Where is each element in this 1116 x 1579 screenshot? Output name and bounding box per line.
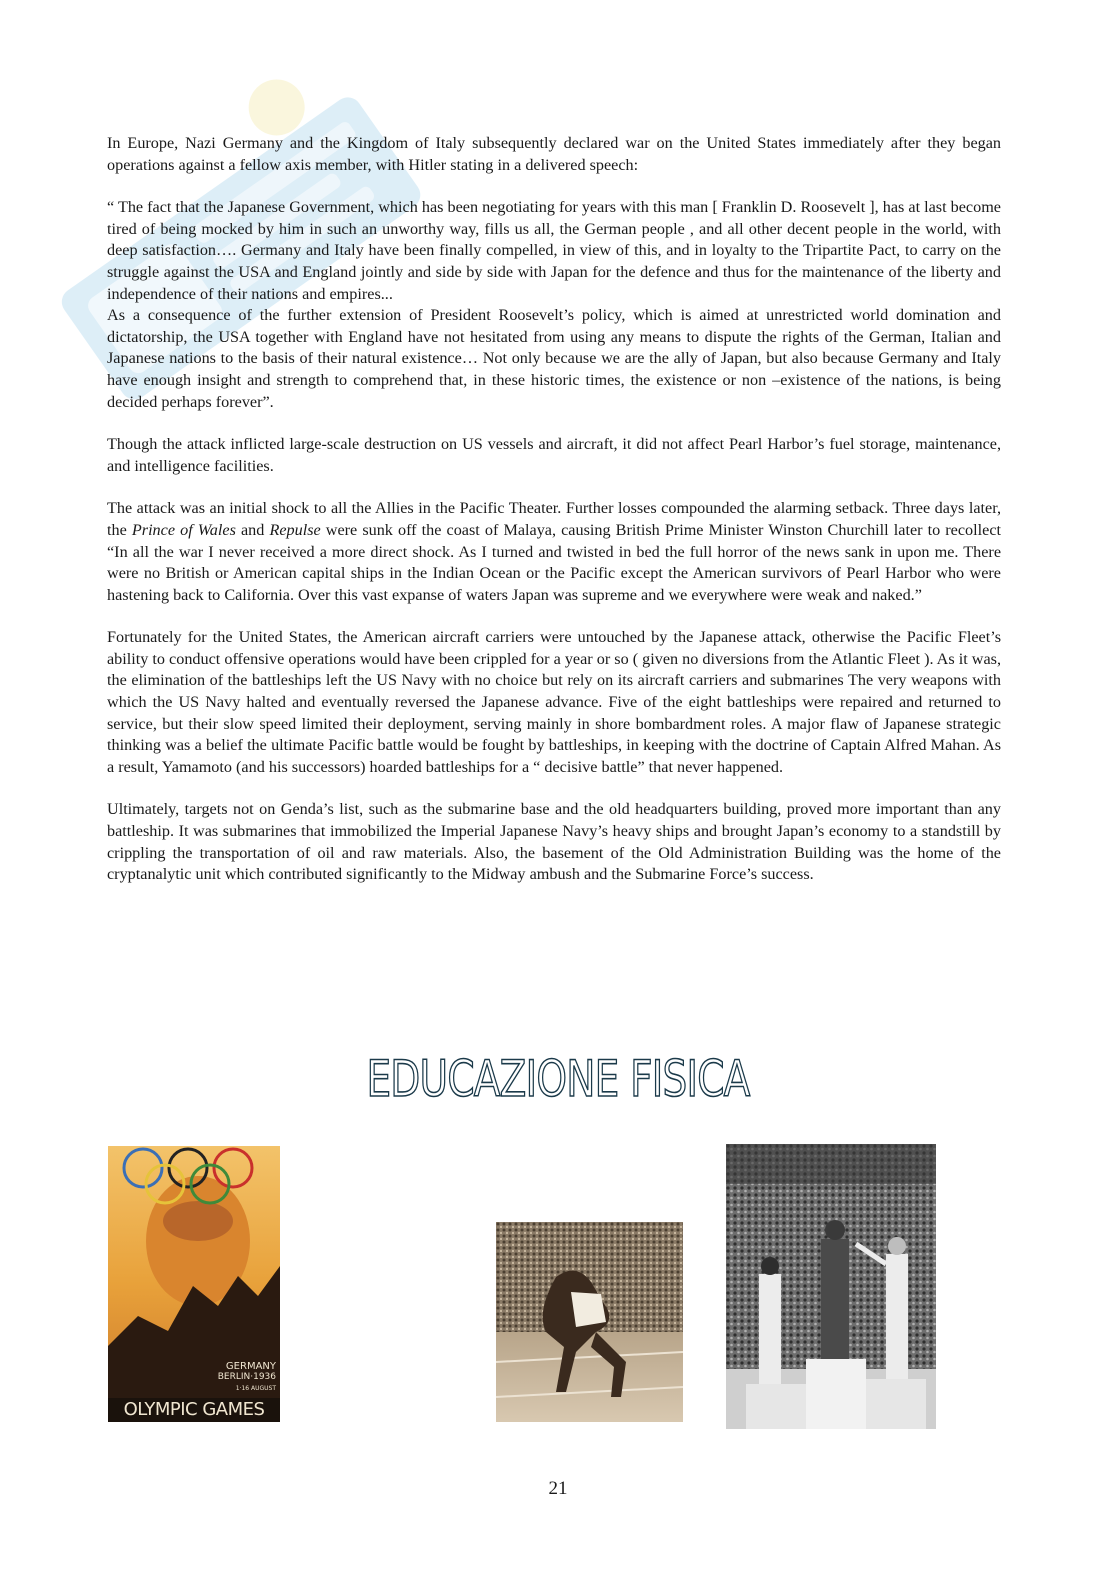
poster-dates: 1·16 AUGUST: [235, 1385, 276, 1392]
poster-country: GERMANY: [225, 1361, 276, 1372]
ship-name-repulse: Repulse: [269, 520, 321, 539]
sprinter-photo: [496, 1222, 683, 1422]
paragraph-damage: Though the attack inflicted large-scale destruction on US vessels and aircraft, it did not affect Pearl Harbor’s fuel storage, maintenance, and intelligence facilities.: [107, 435, 1001, 475]
olympic-poster-image: [108, 1146, 280, 1422]
quote-speech-part1: “ The fact that the Japanese Government, which has been negotiating for years with this man [ Franklin D. Roosevelt ], has at last become tired of being mocked by him in such an unworthy way, fills us all, the German people , and all other decent people in the world, with deep satisfaction…. Germany and Italy have been finally compelled, in view of this, and in loyalty to the Tripartite Pact, to carry on the struggle against the USA and England jointly and side by side with Japan for the defence and thus for the maintenance of the liberty and independence of their nations and empires...: [107, 198, 1001, 303]
poster-city-year: BERLIN·1936: [217, 1372, 276, 1382]
paragraph-churchill: [107, 498, 1001, 606]
podium-photo: [726, 1144, 936, 1429]
paragraph-carriers: Fortunately for the United States, the American aircraft carriers were untouched by the Japanese attack, otherwise the Pacific Fleet’s ability to conduct offensive operations would have been crippled for a year or so ( given no diversions from the Atlantic Fleet ). As it was, the elimination of the battleships left the US Navy with no choice but rely on its aircraft carriers and submarines The very weapons with which the US Navy halted and eventually reversed the Japanese advance. Five of the eight battleships were repaired and returned to service, but their slow speed limited their deployment, serving mainly in shore bombardment roles. A major flaw of Japanese strategic thinking was a belief the ultimate Pacific battle would be fought by battleships, in keeping with the doctrine of Captain Alfred Mahan. As a result, Yamamoto (and his successors) hoarded battleships for a “ decisive battle” that never happened.: [107, 628, 1001, 776]
churchill-text-and: and: [235, 520, 270, 539]
paragraph-submarines: Ultimately, targets not on Genda’s list, such as the submarine base and the old headquarters building, proved more important than any battleship. It was submarines that immobilized the Imperial Japanese Navy’s heavy ships and brought Japan’s economy to a standstill by crippling the transportation of oil and raw materials. Also, the basement of the Old Administration Building was the home of the cryptanalytic unit which contributed significantly to the Midway ambush and the Submarine Force’s success.: [107, 800, 1001, 884]
paragraph-hitler-intro: In Europe, Nazi Germany and the Kingdom of Italy subsequently declared war on the United States immediately after they began operations against a fellow axis member, with Hitler stating in a delivered speech:: [107, 134, 1001, 174]
churchill-text-b: were sunk off the coast of Malaya, causing British Prime Minister Winston Churchill later to recollect “In all the war I never received a more direct shock. As I turned and twisted in bed the full horror of the news sank in upon me. There were no British or American capital ships in the Indian Ocean or the Pacific except the American survivors of Pearl Harbor who were hastening back to California. Over this vast expanse of waters Japan was supreme and we everywhere were weak and naked.”: [107, 520, 1002, 604]
churchill-text-a: The attack was an initial shock to all the Allies in the Pacific Theater. Further losses compounded the alarming setback. Three days later, the: [107, 499, 1001, 539]
ship-name-prince-of-wales: Prince of Wales: [131, 520, 236, 539]
page-number: 21: [548, 1478, 568, 1499]
article-body: [107, 133, 1001, 907]
quote-speech-part2: As a consequence of the further extension of President Roosevelt’s policy, which is aimed at unrestricted world domination and dictatorship, the USA together with England have not hesitated from using any means to dispute the rights of the German, Italian and Japanese nations to the basis of their natural existence… Not only because we are the ally of Japan, but also because Germany and Italy have enough insight and strength to comprehend that, in these historic times, the existence or non –existence of the nations, is being decided perhaps forever”.: [107, 306, 1001, 411]
section-title: EDUCAZIONE FISICA: [366, 1050, 750, 1108]
poster-caption: OLYMPIC GAMES: [123, 1399, 265, 1420]
